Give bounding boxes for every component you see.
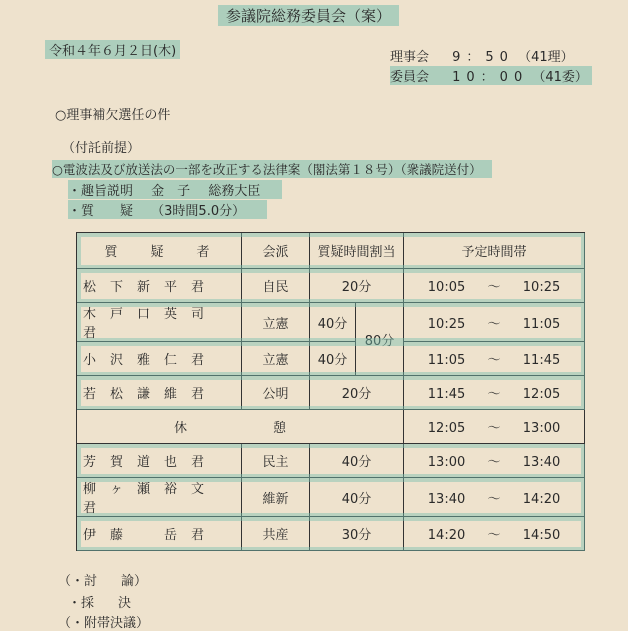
allocation: 40分 xyxy=(310,303,356,342)
header-allocation: 質疑時間割当 xyxy=(310,233,404,269)
allocation: 30分 xyxy=(310,517,404,551)
closing-debate xyxy=(58,570,171,589)
header-questioner: 質 疑 者 xyxy=(77,233,242,269)
allocation: 40分 xyxy=(310,444,404,478)
questioner-name: 木戸口英司君 xyxy=(77,303,242,342)
agenda-pretext: （付託前提） xyxy=(62,141,141,156)
table-header-row xyxy=(77,233,585,269)
start-time: 10:05 xyxy=(427,280,466,295)
tilde: ～ xyxy=(487,455,501,470)
end-time: 13:00 xyxy=(522,421,561,436)
party: 公明 xyxy=(242,376,310,410)
questioner-name: 若松謙維君 xyxy=(77,376,242,410)
start-time: 13:00 xyxy=(427,455,466,470)
meeting-note: （41理） xyxy=(518,50,574,65)
committee-meeting-time xyxy=(390,66,592,85)
table-row xyxy=(77,444,585,478)
party: 共産 xyxy=(242,517,310,551)
meeting-label: 委員会 xyxy=(390,70,430,85)
questions-line xyxy=(68,200,267,219)
party: 民主 xyxy=(242,444,310,478)
meeting-time: 9：50 xyxy=(452,50,514,65)
start-time: 11:45 xyxy=(427,387,466,402)
start-time: 11:05 xyxy=(427,353,466,368)
tilde: ～ xyxy=(487,421,501,436)
allocation: 40分 xyxy=(310,478,404,517)
start-time: 12:05 xyxy=(427,421,466,436)
questioner-name: 芳賀道也君 xyxy=(77,444,242,478)
header-party: 会派 xyxy=(242,233,310,269)
table-row xyxy=(77,269,585,303)
party: 自民 xyxy=(242,269,310,303)
meeting-time: 10：00 xyxy=(452,70,529,85)
explanation-person: 金 子 xyxy=(151,184,191,199)
explanation-line xyxy=(68,180,282,199)
end-time: 10:25 xyxy=(522,280,561,295)
allocation: 20分 xyxy=(310,269,404,303)
tilde: ～ xyxy=(487,387,501,402)
table-row xyxy=(77,517,585,551)
questioner-name: 小沢雅仁君 xyxy=(77,342,242,376)
tilde: ～ xyxy=(487,528,501,543)
board-meeting-time xyxy=(390,46,574,65)
table-row xyxy=(77,303,585,342)
document-title: 参議院総務委員会（案） xyxy=(218,5,399,26)
time-slot xyxy=(404,410,585,444)
table-row xyxy=(77,342,585,376)
tilde: ～ xyxy=(487,316,501,332)
allocation: 40分 xyxy=(310,342,356,376)
meeting-date: 令和４年６月２日(木) xyxy=(45,40,180,59)
end-time: 14:50 xyxy=(522,528,561,543)
end-time: 11:45 xyxy=(522,353,561,368)
meeting-label: 理事会 xyxy=(390,50,430,65)
start-time: 13:40 xyxy=(427,491,466,507)
break-row xyxy=(77,410,585,444)
party: 立憲 xyxy=(242,303,310,342)
allocation: 20分 xyxy=(310,376,404,410)
time-slot xyxy=(404,269,585,303)
agenda-item-2: ○電波法及び放送法の一部を改正する法律案（閣法第１８号）（衆議院送付） xyxy=(52,160,492,178)
questioner-name: 柳ヶ瀬裕文君 xyxy=(77,478,242,517)
tilde: ～ xyxy=(487,280,501,295)
break-label: 休 憩 xyxy=(77,410,404,444)
end-time: 14:20 xyxy=(522,491,561,507)
start-time: 14:20 xyxy=(427,528,466,543)
party: 維新 xyxy=(242,478,310,517)
vote-a: ・採 xyxy=(68,596,95,611)
tilde: ～ xyxy=(487,353,501,368)
schedule-table xyxy=(76,232,585,551)
table-row xyxy=(77,376,585,410)
questioner-name: 伊藤 岳君 xyxy=(77,517,242,551)
party: 立憲 xyxy=(242,342,310,376)
closing-vote xyxy=(68,592,155,611)
questions-duration: （3時間5.0分） xyxy=(151,204,246,219)
closing-resolution: （・附帯決議） xyxy=(58,616,150,631)
combined-allocation: 80分 xyxy=(356,303,404,376)
questions-label: ・質 疑 xyxy=(68,204,134,219)
meeting-note: （41委） xyxy=(532,70,588,85)
end-time: 12:05 xyxy=(522,387,561,402)
table-row xyxy=(77,478,585,517)
time-slot xyxy=(404,444,585,478)
time-slot xyxy=(404,303,585,342)
vote-b: 決 xyxy=(118,596,132,611)
end-time: 13:40 xyxy=(522,455,561,470)
header-timeslot: 予定時間帯 xyxy=(404,233,585,269)
explanation-role: 総務大臣 xyxy=(208,184,261,199)
tilde: ～ xyxy=(487,491,501,507)
questioner-name: 松下新平君 xyxy=(77,269,242,303)
time-slot xyxy=(404,517,585,551)
time-slot xyxy=(404,342,585,376)
explanation-label: ・趣旨説明 xyxy=(68,184,134,199)
end-time: 11:05 xyxy=(522,316,561,332)
debate-open: （・討 xyxy=(58,574,98,589)
start-time: 10:25 xyxy=(427,316,466,332)
time-slot xyxy=(404,376,585,410)
time-slot xyxy=(404,478,585,517)
agenda-item-1: ○理事補欠選任の件 xyxy=(55,108,171,123)
debate-close: 論） xyxy=(121,574,148,589)
